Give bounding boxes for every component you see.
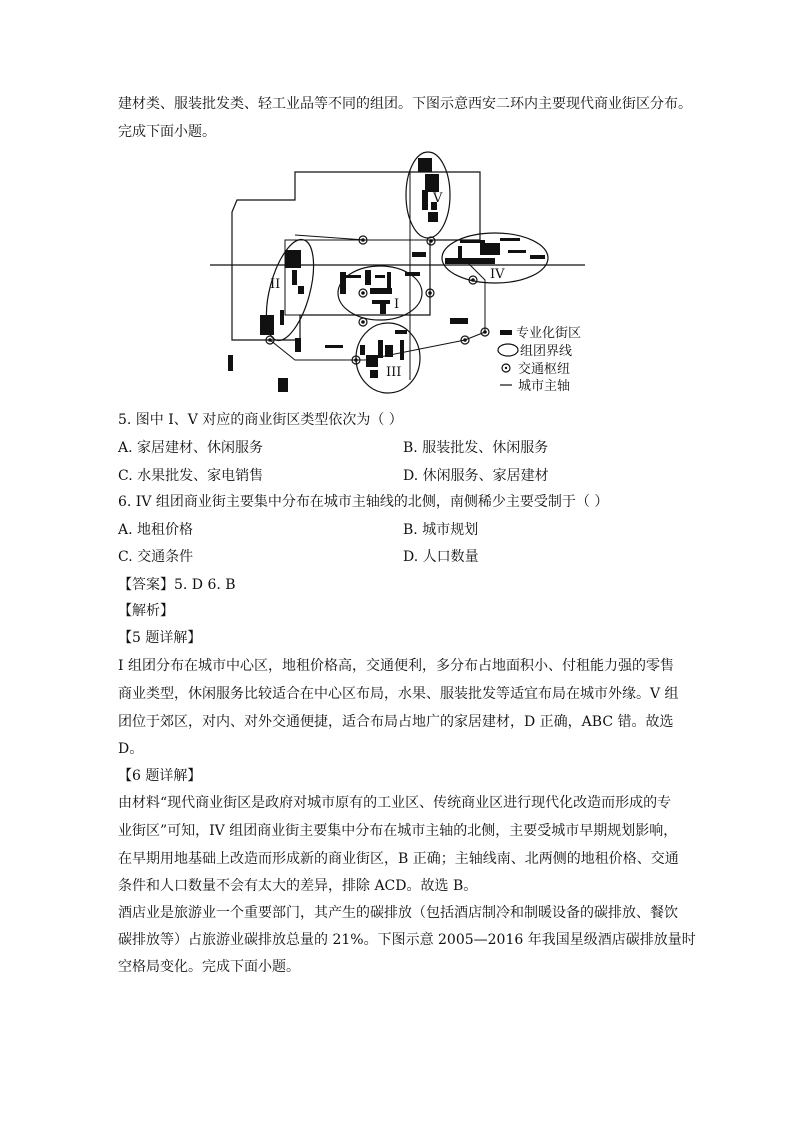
label-iii: III (386, 365, 402, 380)
q5-option-b: B. 服装批发、休闲服务 (403, 440, 549, 456)
label-ii: II (270, 277, 281, 292)
question-5-stem: 5. 图中 I、V 对应的商业街区类型依次为（ ） (118, 412, 403, 428)
question-6-stem: 6. IV 组团商业街主要集中分布在城市主轴线的北侧，南侧稀少主要受制于（ ） (118, 494, 609, 510)
intro-line-1: 建材类、服装批发类、轻工业品等不同的组团。下图示意西安二环内主要现代商业街区分布。 (118, 96, 692, 112)
next-material-line-2: 碳排放等）占旅游业碳排放总量的 21%。下图示意 2005—2016 年我国星级酒店碳排放量时 (118, 932, 696, 948)
legend-boundary-symbol (498, 344, 518, 356)
label-v: V (433, 191, 443, 206)
q6-detail-title: 【6 题详解】 (118, 768, 202, 784)
map-legend (498, 325, 581, 394)
legend-hub: 交通枢纽 (518, 362, 571, 377)
analysis-title: 【解析】 (118, 603, 174, 619)
next-material-line-1: 酒店业是旅游业一个重要部门，其产生的碳排放（包括酒店制冷和制暖设备的碳排放、餐饮 (118, 905, 678, 921)
q6-detail-line-4: 条件和人口数量不会有太大的差异，排除 ACD。故选 B。 (118, 878, 478, 894)
q5-detail-line-4: D。 (118, 741, 144, 757)
q5-detail-title: 【5 题详解】 (118, 630, 202, 646)
q5-detail-line-3: 团位于郊区，对内、对外交通便捷，适合布局占地广的家居建材，D 正确，ABC 错。故选 (118, 714, 674, 730)
legend-street-symbol (500, 330, 512, 335)
next-material-line-3: 空格局变化。完成下面小题。 (118, 959, 300, 975)
q6-option-d: D. 人口数量 (403, 549, 479, 565)
q6-option-b: B. 城市规划 (403, 522, 479, 538)
q5-option-c: C. 水果批发、家电销售 (118, 468, 264, 484)
label-i: I (394, 297, 400, 312)
q6-option-a: A. 地租价格 (118, 522, 194, 538)
q5-detail-line-1: I 组团分布在城市中心区，地租价格高，交通便利，多分布占地面积小、付租能力强的零售 (118, 658, 674, 674)
legend-boundary: 组团界线 (520, 344, 573, 359)
legend-street: 专业化街区 (516, 326, 582, 341)
q5-detail-line-2: 商业类型，休闲服务比较适合在中心区布局，水果、服装批发等适宜布局在城市外缘。V 组 (118, 686, 679, 702)
q5-option-d: D. 休闲服务、家居建材 (403, 468, 549, 484)
answer-line: 【答案】5. D 6. B (118, 577, 236, 593)
legend-axis: 城市主轴 (518, 379, 571, 394)
q6-detail-line-3: 在早期用地基础上改造而形成新的商业街区，B 正确；主轴线南、北两侧的地租价格、交通 (118, 851, 679, 867)
q6-detail-line-2: 业街区”可知，IV 组团商业街主要集中分布在城市主轴的北侧，主要受城市早期规划影响， (118, 823, 678, 839)
q5-option-a: A. 家居建材、休闲服务 (118, 440, 264, 456)
label-iv: IV (490, 267, 505, 282)
q6-option-c: C. 交通条件 (118, 549, 194, 565)
intro-line-2: 完成下面小题。 (118, 124, 216, 140)
commercial-district-map (200, 150, 600, 400)
q6-detail-line-1: 由材料“现代商业街区是政府对城市原有的工业区、传统商业区进行现代化改造而形成的专 (118, 795, 672, 811)
